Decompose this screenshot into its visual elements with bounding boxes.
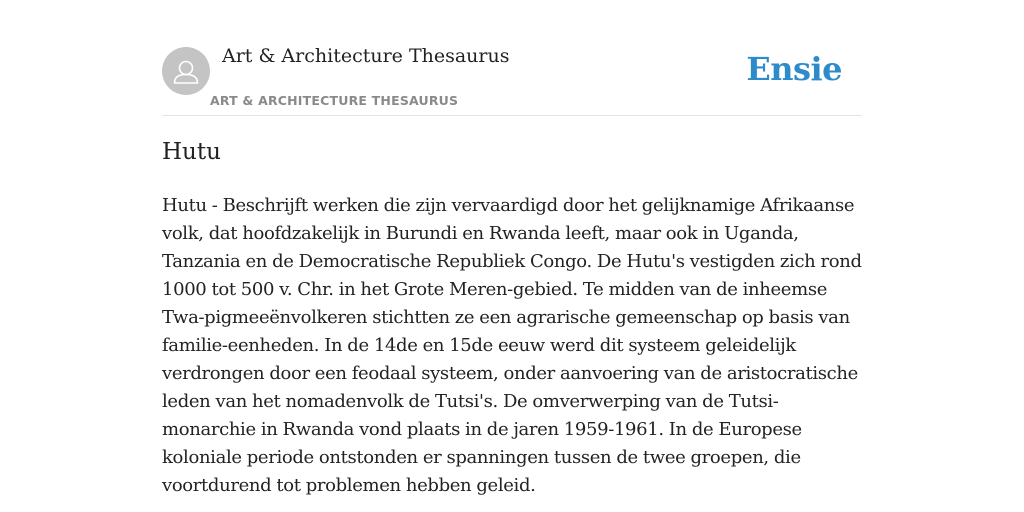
article-header	[162, 0, 862, 116]
ensie-logo[interactable]: Ensie	[746, 50, 842, 88]
article-title: Hutu	[162, 139, 221, 165]
author-name-link[interactable]: Art & Architecture Thesaurus	[222, 45, 510, 67]
content-container	[162, 0, 862, 496]
author-avatar[interactable]	[162, 47, 210, 95]
user-icon	[162, 47, 210, 95]
source-label[interactable]: ART & ARCHITECTURE THESAURUS	[210, 93, 459, 108]
article-body: Hutu - Beschrijft werken die zijn vervaardigd door het gelijknamige Afrikaanse volk, dat hoofdzakelijk in Burundi en Rwanda leeft, maar ook in Uganda, Tanzania en de Democratische Republiek Congo. De Hutu's vestigden zich rond 1000 tot 500 v. Chr. in het Grote Meren-gebied. Te midden van de inheemse Twa-pigmeeënvolkeren stichtten ze een agrarische gemeenschap op basis van familie-eenheden. In de 14de en 15de eeuw werd dit systeem geleidelijk verdrongen door een feodaal systeem, onder aanvoering van de aristocratische leden van het nomadenvolk de Tutsi's. De omverwerping van de Tutsi-monarchie in Rwanda vond plaats in de jaren 1959-1961. In de Europese koloniale periode ontstonden er spanningen tussen de twee groepen, die voortdurend tot problemen hebben geleid.	[162, 195, 862, 496]
